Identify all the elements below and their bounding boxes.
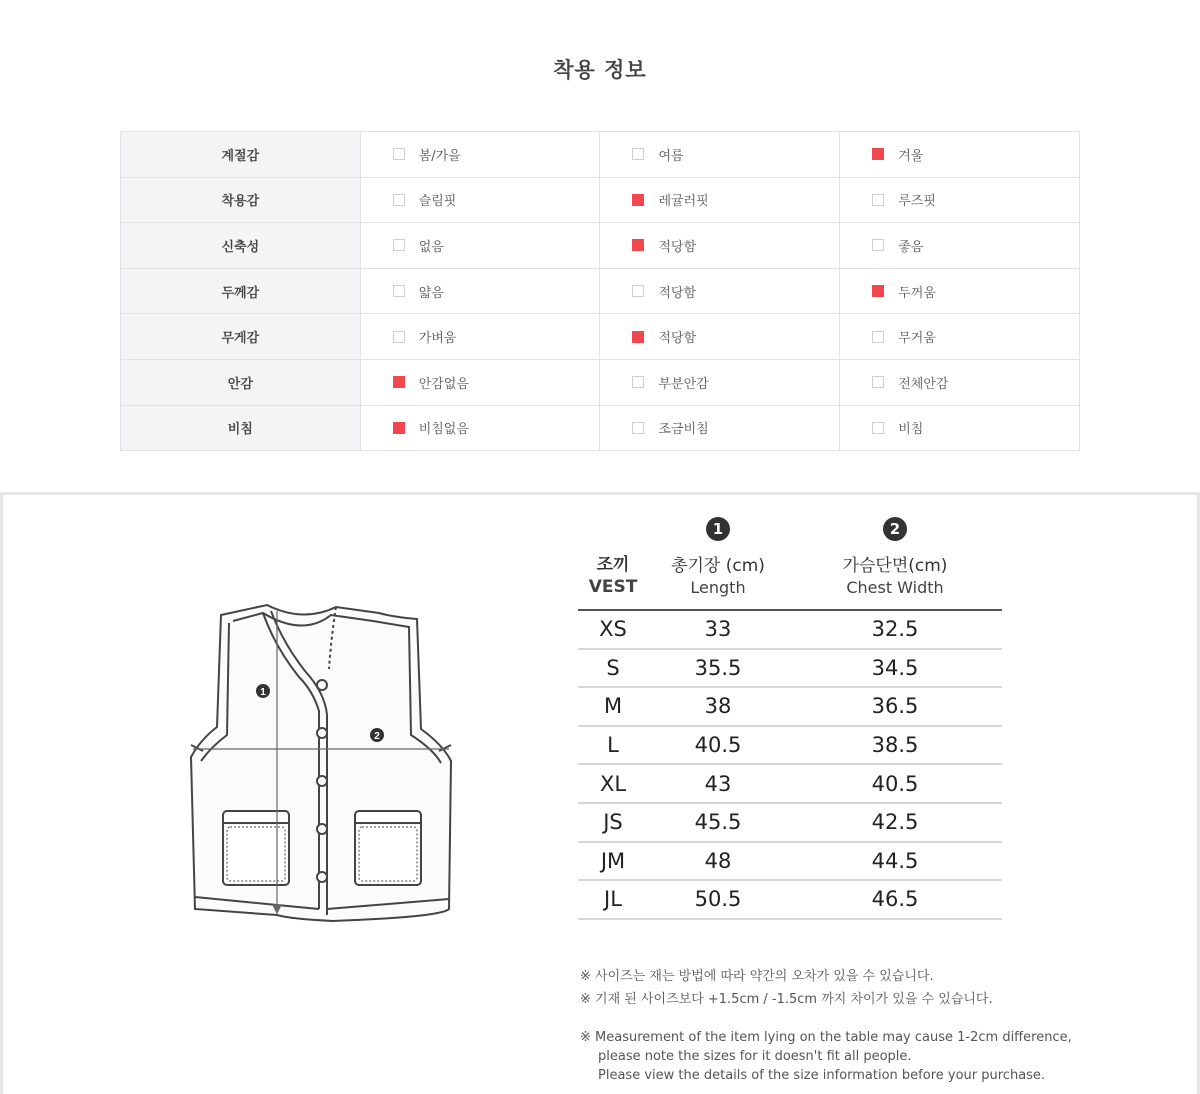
checked-box-icon [632, 331, 644, 343]
fit-option [600, 223, 840, 269]
size-label: M [578, 687, 648, 726]
fit-row [121, 405, 1080, 451]
unchecked-box-icon [872, 376, 884, 388]
fit-row [121, 314, 1080, 360]
fit-option-label: 겨울 [898, 148, 924, 164]
unchecked-box-icon [872, 239, 884, 251]
size-row [578, 880, 1002, 919]
fit-option-label: 좋음 [898, 239, 924, 255]
fit-row-label: 무게감 [121, 314, 361, 360]
fit-option-label: 루즈핏 [898, 194, 936, 210]
fit-row-label: 비침 [121, 405, 361, 451]
size-label: JM [578, 842, 648, 881]
fit-row [121, 359, 1080, 405]
note-en [580, 1028, 1072, 1085]
size-table [578, 517, 1002, 920]
fit-option [600, 405, 840, 451]
note-en-2: please note the sizes for it doesn't fit all people. [598, 1049, 912, 1064]
unchecked-box-icon [393, 148, 405, 160]
length-value: 35.5 [648, 649, 788, 688]
fit-option-label: 전체안감 [898, 376, 949, 392]
vest-illustration [181, 599, 465, 929]
chest-value: 34.5 [788, 649, 1002, 688]
length-value: 40.5 [648, 726, 788, 765]
fit-row [121, 268, 1080, 314]
header-length [648, 517, 788, 610]
fit-option-label: 안감없음 [418, 376, 469, 392]
size-notes [580, 965, 1072, 1085]
header-length-ko: 총기장 (cm) [671, 556, 765, 576]
size-label: XS [578, 610, 648, 649]
header-chest [788, 517, 1002, 610]
size-row [578, 649, 1002, 688]
size-row [578, 726, 1002, 765]
fit-option-label: 봄/가을 [418, 148, 461, 164]
fit-option [840, 314, 1080, 360]
fit-option-label: 슬림핏 [418, 194, 457, 210]
fit-option [840, 359, 1080, 405]
size-label: XL [578, 764, 648, 803]
fit-option-label: 조금비침 [658, 422, 709, 438]
unchecked-box-icon [872, 422, 884, 434]
fit-option-label: 적당함 [658, 239, 697, 255]
fit-option [840, 223, 1080, 269]
checked-box-icon [872, 285, 884, 297]
fit-row-label: 안감 [121, 359, 361, 405]
chest-value: 36.5 [788, 687, 1002, 726]
fit-row-label: 두께감 [121, 268, 361, 314]
fit-option-label: 비침 [898, 422, 924, 438]
chest-value: 44.5 [788, 842, 1002, 881]
note-en-1: ※ Measurement of the item lying on the table may cause 1-2cm difference, [580, 1030, 1072, 1045]
fit-option [600, 177, 840, 223]
marker-1-badge: 1 [706, 517, 730, 541]
fit-option-label: 여름 [658, 148, 684, 164]
size-label: JS [578, 803, 648, 842]
fit-option [840, 405, 1080, 451]
fit-option [360, 223, 600, 269]
fit-option [600, 268, 840, 314]
size-label: JL [578, 880, 648, 919]
fit-option-label: 가벼움 [418, 331, 457, 347]
fit-option [360, 177, 600, 223]
fit-option-label: 무거움 [898, 331, 936, 347]
fit-option [360, 359, 600, 405]
fit-option [360, 268, 600, 314]
length-value: 48 [648, 842, 788, 881]
marker-2-label: 2 [374, 731, 380, 742]
fit-option [600, 132, 840, 178]
header-chest-en: Chest Width [846, 578, 944, 597]
fit-row-label: 착용감 [121, 177, 361, 223]
unchecked-box-icon [632, 285, 644, 297]
unchecked-box-icon [872, 331, 884, 343]
size-label: S [578, 649, 648, 688]
chest-value: 32.5 [788, 610, 1002, 649]
size-row [578, 687, 1002, 726]
length-value: 43 [648, 764, 788, 803]
fit-option-label: 적당함 [658, 285, 697, 301]
unchecked-box-icon [393, 331, 405, 343]
page-title: 착용 정보 [553, 58, 647, 82]
fit-option [600, 359, 840, 405]
vest-diagram [181, 599, 465, 929]
fit-row [121, 177, 1080, 223]
header-length-en: Length [690, 578, 746, 597]
note-ko-1: ※ 사이즈는 재는 방법에 따라 약간의 오차가 있을 수 있습니다. [580, 969, 934, 984]
checked-box-icon [632, 194, 644, 206]
length-value: 38 [648, 687, 788, 726]
fit-option-label: 적당함 [658, 331, 697, 347]
header-vest-en: VEST [588, 577, 638, 597]
marker-1-label: 1 [260, 687, 266, 698]
fit-option-label: 비침없음 [418, 422, 469, 438]
fit-row [121, 223, 1080, 269]
checked-box-icon [393, 422, 405, 434]
checked-box-icon [393, 376, 405, 388]
fit-option [840, 177, 1080, 223]
chest-value: 38.5 [788, 726, 1002, 765]
fit-option [360, 132, 600, 178]
marker-2-badge: 2 [883, 517, 907, 541]
length-value: 45.5 [648, 803, 788, 842]
note-ko-2: ※ 기재 된 사이즈보다 +1.5cm / -1.5cm 까지 차이가 있을 수 있습니다. [580, 992, 993, 1007]
note-en-3: Please view the details of the size information before your purchase. [598, 1068, 1046, 1083]
fit-option-label: 레귤러핏 [658, 194, 709, 210]
fit-option-label: 두꺼움 [898, 285, 936, 301]
fit-row [121, 132, 1080, 178]
fit-info-table [120, 131, 1080, 451]
fit-row-label: 계절감 [121, 132, 361, 178]
unchecked-box-icon [632, 148, 644, 160]
size-label: L [578, 726, 648, 765]
fit-option [360, 405, 600, 451]
fit-option [840, 268, 1080, 314]
size-row [578, 803, 1002, 842]
unchecked-box-icon [632, 422, 644, 434]
fit-option-label: 얇음 [418, 285, 444, 301]
chest-value: 40.5 [788, 764, 1002, 803]
unchecked-box-icon [393, 239, 405, 251]
checked-box-icon [872, 148, 884, 160]
size-panel [0, 492, 1200, 1094]
unchecked-box-icon [872, 194, 884, 206]
header-vest-ko: 조끼 [596, 555, 630, 575]
length-value: 33 [648, 610, 788, 649]
unchecked-box-icon [393, 194, 405, 206]
size-row [578, 764, 1002, 803]
length-value: 50.5 [648, 880, 788, 919]
fit-option [360, 314, 600, 360]
size-row [578, 610, 1002, 649]
checked-box-icon [632, 239, 644, 251]
header-chest-ko: 가슴단면(cm) [842, 556, 948, 576]
fit-option-label: 없음 [418, 239, 444, 255]
unchecked-box-icon [393, 285, 405, 297]
size-row [578, 842, 1002, 881]
fit-option-label: 부분안감 [658, 376, 709, 392]
fit-option [840, 132, 1080, 178]
fit-option [600, 314, 840, 360]
unchecked-box-icon [632, 376, 644, 388]
chest-value: 46.5 [788, 880, 1002, 919]
chest-value: 42.5 [788, 803, 1002, 842]
fit-row-label: 신축성 [121, 223, 361, 269]
header-vest [578, 517, 648, 610]
